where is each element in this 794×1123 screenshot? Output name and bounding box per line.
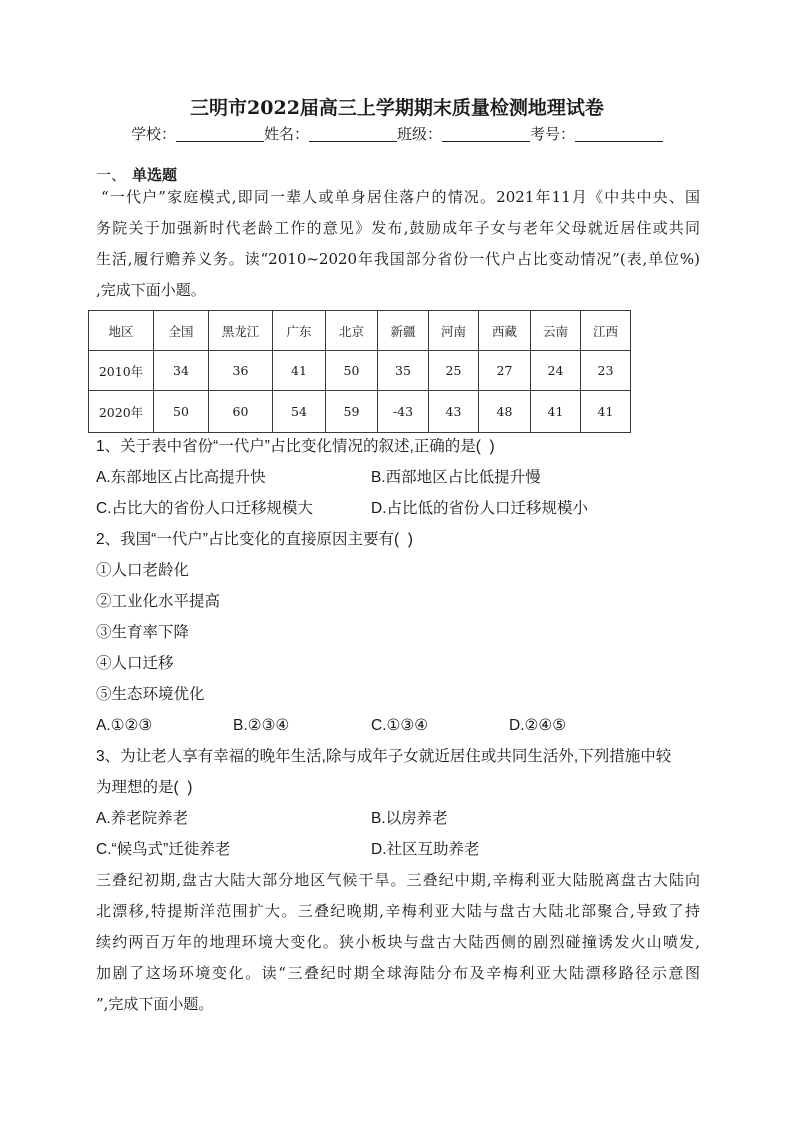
- table-cell: 41: [273, 351, 326, 391]
- table-header-cell: 广东: [273, 311, 326, 351]
- table-header-cell: 河南: [429, 311, 479, 351]
- school-blank: [176, 125, 264, 142]
- passage-household: [96, 182, 700, 306]
- option-b: B.以房养老: [371, 810, 448, 827]
- table-cell: 34: [154, 351, 209, 391]
- question-3-options-row: [96, 834, 706, 865]
- table-cell: 54: [273, 391, 326, 433]
- passage-line: 三叠纪初期,盘古大陆大部分地区气候干旱。三叠纪中期,辛梅利亚大陆脱离盘古大陆向: [96, 871, 700, 889]
- table-cell: 41: [581, 391, 631, 433]
- passage-line: ”,完成下面小题。: [96, 995, 214, 1013]
- table-cell: 23: [581, 351, 631, 391]
- option-b: B.②③④: [233, 717, 290, 734]
- table-header-cell: 云南: [531, 311, 581, 351]
- option-c: C.①③④: [371, 717, 429, 734]
- question-1-options-row: [96, 493, 706, 524]
- table-header-cell: 黑龙江: [209, 311, 273, 351]
- table-cell: 27: [479, 351, 531, 391]
- passage-triassic: [96, 865, 700, 1020]
- question-3-stem: 3、为让老人享有幸福的晚年生活,除与成年子女就近居住或共同生活外,下列措施中较: [96, 748, 672, 765]
- table-cell: -43: [378, 391, 429, 433]
- table-cell: 24: [531, 351, 581, 391]
- name-label: 姓名：: [263, 126, 309, 143]
- question-2-item: ⑤生态环境优化: [96, 686, 205, 703]
- student-info-line: [0, 124, 794, 146]
- option-a: A.①②③: [96, 717, 153, 734]
- option-c: C.占比大的省份人口迁移规模大: [96, 500, 314, 517]
- table-header-cell: 新疆: [378, 311, 429, 351]
- option-d: D.占比低的省份人口迁移规模小: [371, 500, 589, 517]
- passage-line: 北漂移,特提斯洋范围扩大。三叠纪晚期,辛梅利亚大陆与盘古大陆北部聚合,导致了持: [96, 902, 700, 920]
- table-cell: 50: [154, 391, 209, 433]
- option-a: A.东部地区占比高提升快: [96, 469, 266, 486]
- table-header-cell: 北京: [326, 311, 378, 351]
- table-header-cell: 江西: [581, 311, 631, 351]
- table-header-cell: 西藏: [479, 311, 531, 351]
- question-1-stem: 1、关于表中省份“一代户”占比变化情况的叙述,正确的是( ): [96, 438, 495, 455]
- table-cell: 36: [209, 351, 273, 391]
- question-3-options-row: [96, 803, 706, 834]
- name-blank: [309, 125, 397, 142]
- passage-line: 务院关于加强新时代老龄工作的意见》发布,鼓励成年子女与老年父母就近居住或共同: [96, 219, 700, 237]
- table-cell: 50: [326, 351, 378, 391]
- question-2-stem: 2、我国“一代户”占比变化的直接原因主要有( ): [96, 531, 413, 548]
- table-cell: 25: [429, 351, 479, 391]
- table-header-cell: 地区: [89, 311, 154, 351]
- section-title: 单选题: [132, 167, 178, 184]
- section-number: 一、: [96, 167, 127, 184]
- table-cell: 43: [429, 391, 479, 433]
- question-3-stem: 为理想的是( ): [96, 779, 193, 796]
- option-a: A.养老院养老: [96, 810, 189, 827]
- option-d: D.②④⑤: [509, 717, 567, 734]
- exam-number-blank: [575, 125, 663, 142]
- table-header-cell: 全国: [154, 311, 209, 351]
- household-ratio-table: [88, 310, 631, 433]
- questions-block: [96, 431, 706, 865]
- table-cell: 41: [531, 391, 581, 433]
- option-d: D.社区互助养老: [371, 841, 480, 858]
- question-1-options-row: [96, 462, 706, 493]
- table-cell: 60: [209, 391, 273, 433]
- table-row: [89, 391, 631, 433]
- exam-number-label: 考号：: [530, 126, 576, 143]
- passage-line: ,完成下面小题。: [96, 281, 206, 299]
- table-cell: 35: [378, 351, 429, 391]
- question-2-item: ④人口迁移: [96, 655, 174, 672]
- option-b: B.西部地区占比低提升慢: [371, 469, 541, 486]
- page-title: 三明市2022届高三上学期期末质量检测地理试卷: [190, 97, 604, 119]
- class-label: 班级：: [397, 126, 443, 143]
- table-cell: 48: [479, 391, 531, 433]
- option-c: C.“候鸟式”迁徙养老: [96, 841, 231, 858]
- question-2-options-row: [96, 710, 706, 741]
- passage-line: 加剧了这场环境变化。读“三叠纪时期全球海陆分布及辛梅利亚大陆漂移路径示意图: [96, 964, 700, 982]
- passage-line: 续约两百万年的地理环境大变化。狭小板块与盘古大陆西侧的剧烈碰撞诱发火山喷发,: [96, 933, 700, 951]
- table-cell: 59: [326, 391, 378, 433]
- table-row: [89, 351, 631, 391]
- class-blank: [442, 125, 530, 142]
- table-header-row: [89, 311, 631, 351]
- question-2-item: ②工业化水平提高: [96, 593, 221, 610]
- passage-line: “一代户”家庭模式,即同一辈人或单身居住落户的情况。2021年11月《中共中央、国: [101, 188, 700, 206]
- table-row-label: 2010年: [89, 351, 154, 391]
- question-2-item: ①人口老龄化: [96, 562, 190, 579]
- passage-line: 生活,履行赡养义务。读“2010~2020年我国部分省份一代户占比变动情况”(表,单位%): [96, 250, 700, 268]
- table-row-label: 2020年: [89, 391, 154, 433]
- school-label: 学校：: [130, 126, 176, 143]
- question-2-item: ③生育率下降: [96, 624, 190, 641]
